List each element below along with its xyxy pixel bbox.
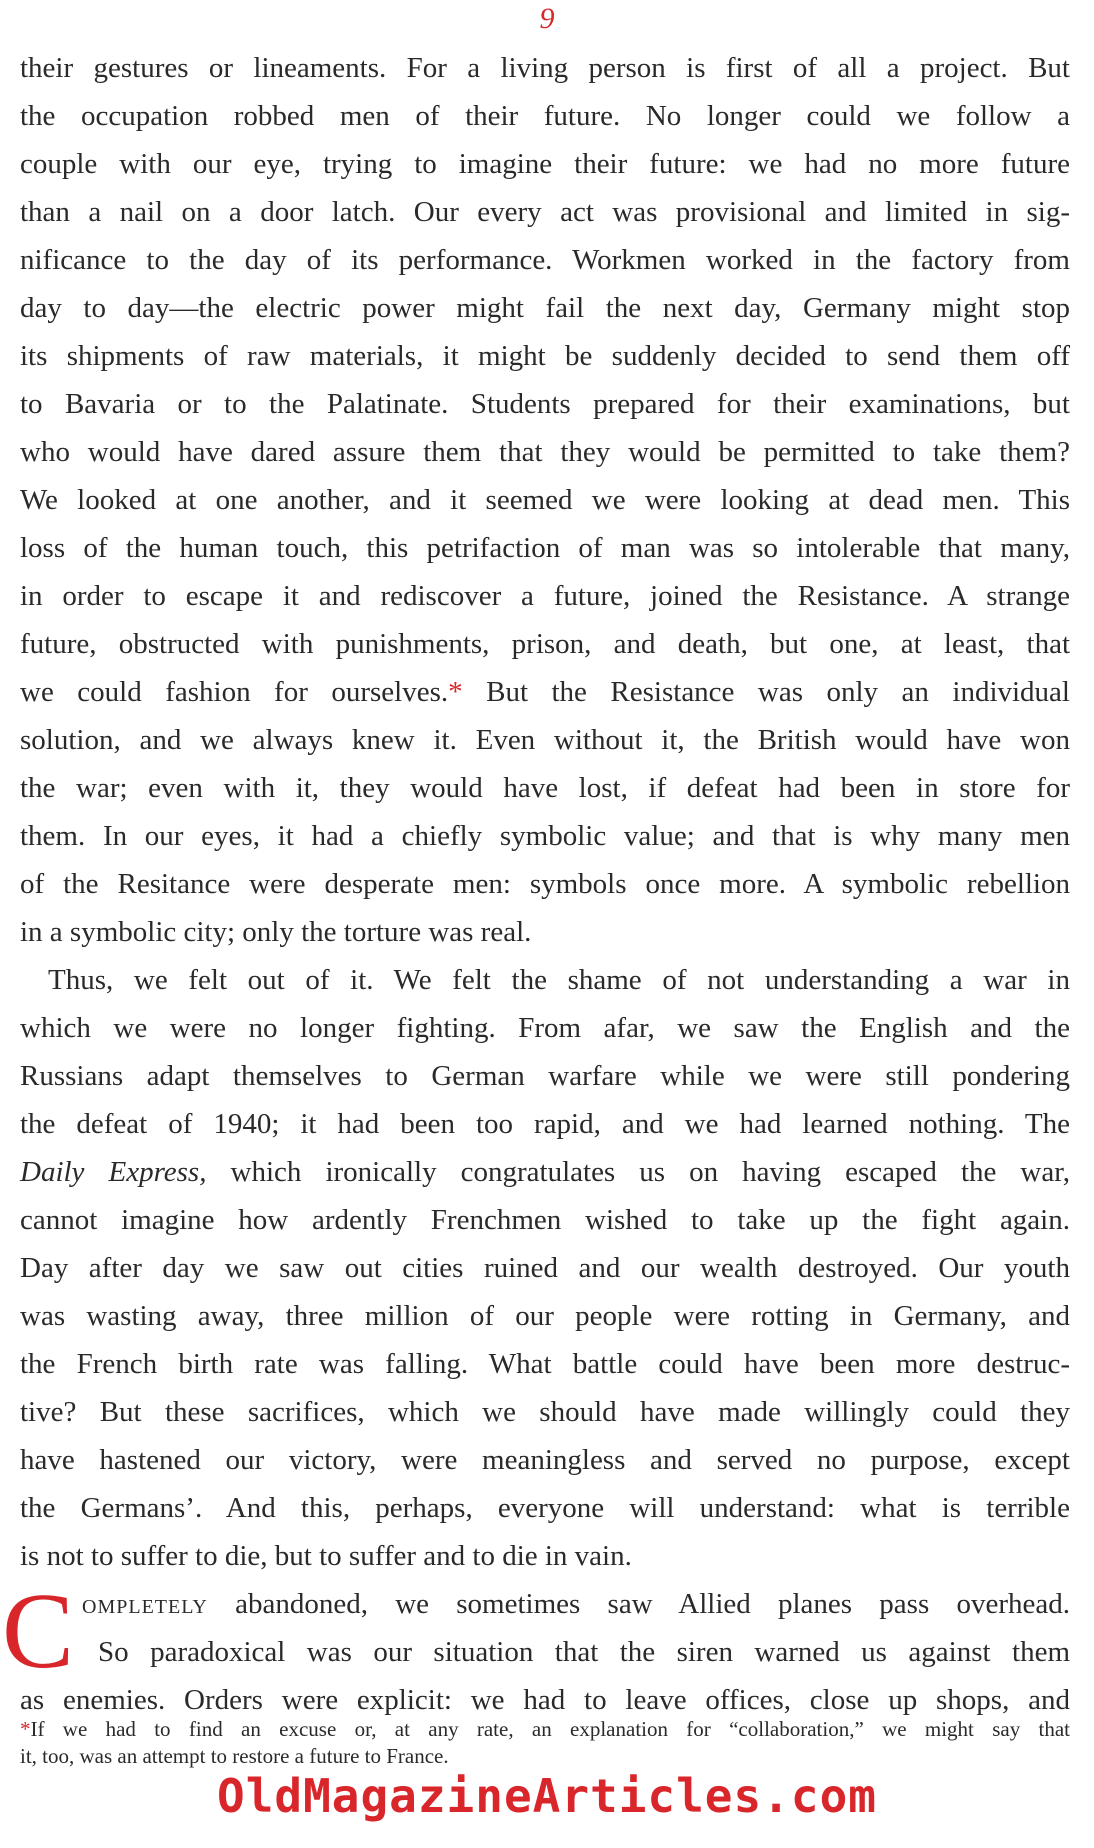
paragraph-2	[20, 956, 1070, 1580]
text-line-with-smallcaps	[20, 1580, 1070, 1628]
text-line: Thus, we felt out of it. We felt the shame of not understanding a war in	[48, 964, 1070, 996]
footnote-mark: *	[20, 1717, 31, 1741]
drop-cap-letter: C	[2, 1572, 75, 1691]
text-segment: we could fashion for ourselves.	[20, 676, 449, 708]
text-line: solution, and we always knew it. Even without it, the British would have won	[20, 724, 1070, 756]
text-line: the French birth rate was falling. What battle could have been more destruc-	[20, 1348, 1070, 1380]
article-body	[20, 44, 1070, 1724]
text-line: nificance to the day of its performance. Workmen worked in the factory from	[20, 244, 1070, 276]
text-line: loss of the human touch, this petrifaction of man was so intolerable that many,	[20, 532, 1070, 564]
text-line: which we were no longer fighting. From afar, we saw the English and the	[20, 1012, 1070, 1044]
text-line: So paradoxical was our situation that the siren warned us against them	[98, 1636, 1070, 1668]
text-line: Day after day we saw out cities ruined and our wealth destroyed. Our youth	[20, 1252, 1070, 1284]
text-line: their gestures or lineaments. For a living person is first of all a project. But	[20, 52, 1070, 84]
text-segment: But the Resistance was only an individual	[462, 676, 1070, 708]
footnote-line: it, too, was an attempt to restore a future to France.	[20, 1744, 449, 1768]
site-watermark: OldMagazineArticles.com	[217, 1769, 877, 1823]
text-line: as enemies. Orders were explicit: we had to leave offices, close up shops, and	[20, 1684, 1070, 1716]
text-line: cannot imagine how ardently Frenchmen wished to take up the fight again.	[20, 1204, 1070, 1236]
text-line: was wasting away, three million of our people were rotting in Germany, and	[20, 1300, 1070, 1332]
paragraph-1	[20, 44, 1070, 956]
text-line: is not to suffer to die, but to suffer and to die in vain.	[20, 1540, 632, 1572]
text-segment: which ironically congratulates us on having escaped the war,	[206, 1156, 1070, 1188]
text-line: the Germans’. And this, perhaps, everyone will understand: what is terrible	[20, 1492, 1070, 1524]
text-line: them. In our eyes, it had a chiefly symbolic value; and that is why many men	[20, 820, 1070, 852]
text-line: day to day—the electric power might fail the next day, Germany might stop	[20, 292, 1070, 324]
text-line: the occupation robbed men of their future. No longer could we follow a	[20, 100, 1070, 132]
text-line: couple with our eye, trying to imagine their future: we had no more future	[20, 148, 1070, 180]
text-line-with-footnote-mark	[20, 668, 1070, 716]
text-line: future, obstructed with punishments, prison, and death, but one, at least, that	[20, 628, 1070, 660]
paragraph-3	[20, 1580, 1070, 1724]
text-line: its shipments of raw materials, it might be suddenly decided to send them off	[20, 340, 1070, 372]
text-line: of the Resitance were desperate men: symbols once more. A symbolic rebellion	[20, 868, 1070, 900]
page-number: 9	[539, 2, 555, 35]
footnote-line	[20, 1716, 1070, 1743]
text-line: tive? But these sacrifices, which we should have made willingly could they	[20, 1396, 1070, 1428]
text-line: in order to escape it and rediscover a future, joined the Resistance. A strange	[20, 580, 1070, 612]
text-segment: abandoned, we sometimes saw Allied planes pass overhead.	[207, 1588, 1070, 1620]
footnote-reference-mark: *	[448, 676, 463, 708]
text-line: who would have dared assure them that they would be permitted to take them?	[20, 436, 1070, 468]
text-line: have hastened our victory, were meaningless and served no purpose, except	[20, 1444, 1070, 1476]
text-line: than a nail on a door latch. Our every act was provisional and limited in sig-	[20, 196, 1070, 228]
smallcaps-lead: ompletely	[82, 1588, 208, 1620]
text-line: Russians adapt themselves to German warfare while we were still pondering	[20, 1060, 1070, 1092]
text-line-with-title	[20, 1148, 1070, 1196]
text-line: to Bavaria or to the Palatinate. Students prepared for their examinations, but	[20, 388, 1070, 420]
footnote	[20, 1716, 1070, 1770]
text-line: the defeat of 1940; it had been too rapid, and we had learned nothing. The	[20, 1108, 1070, 1140]
publication-title: Daily Express,	[20, 1156, 207, 1188]
text-line: We looked at one another, and it seemed we were looking at dead men. This	[20, 484, 1070, 516]
text-line: the war; even with it, they would have lost, if defeat had been in store for	[20, 772, 1070, 804]
text-line: in a symbolic city; only the torture was real.	[20, 916, 532, 948]
text-segment: If we had to find an excuse or, at any rate, an explanation for “collaboration,” we might say that	[30, 1717, 1070, 1741]
